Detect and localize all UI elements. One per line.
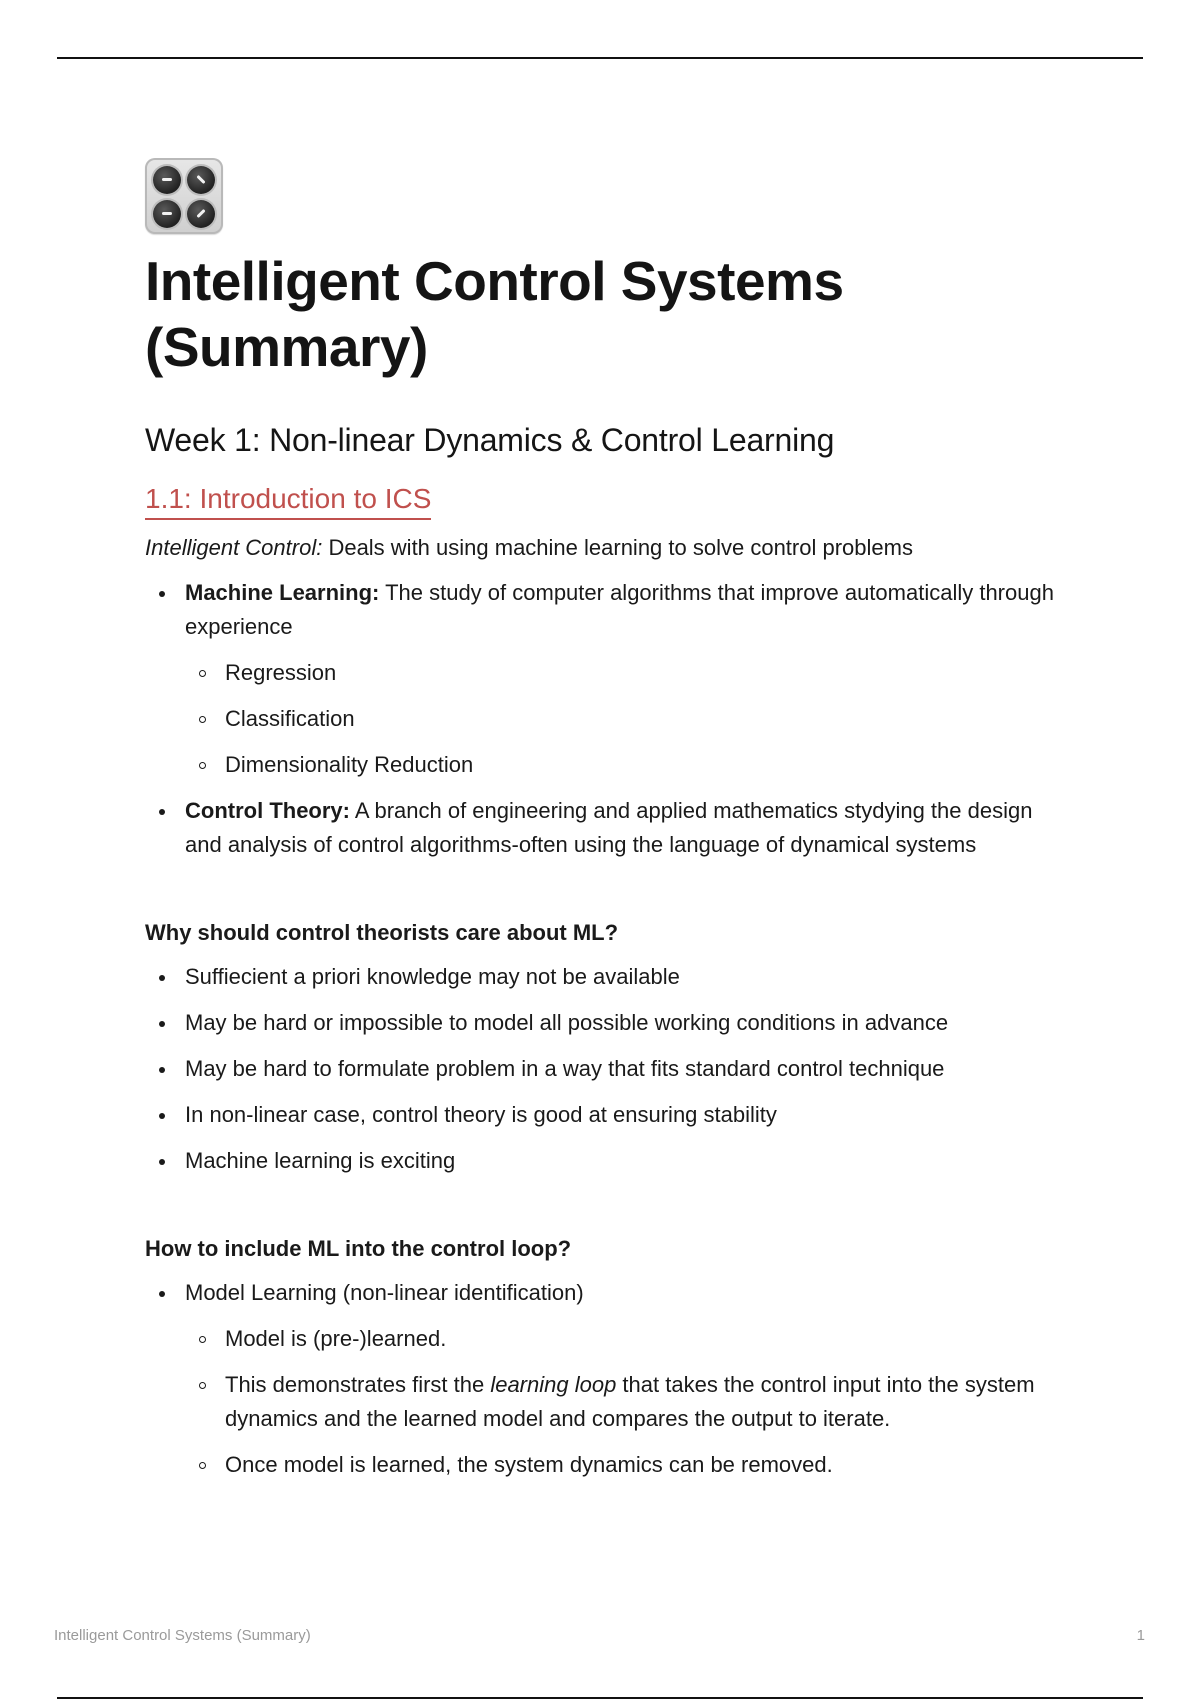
top-rule xyxy=(57,57,1143,59)
list-item: May be hard to formulate problem in a way that fits standard control technique xyxy=(145,1052,1055,1086)
intro-term: Intelligent Control: xyxy=(145,535,323,560)
page-title: Intelligent Control Systems (Summary) xyxy=(145,250,844,378)
list-item: Classification xyxy=(185,702,1055,736)
how-list xyxy=(145,1276,1055,1482)
list-item: Dimensionality Reduction xyxy=(185,748,1055,782)
bottom-rule xyxy=(57,1697,1143,1699)
how-heading: How to include ML into the control loop? xyxy=(145,1236,572,1261)
intro-paragraph xyxy=(145,532,1055,564)
list-item: Model is (pre-)learned. xyxy=(185,1322,1055,1356)
list-item: May be hard or impossible to model all possible working conditions in advance xyxy=(145,1006,1055,1040)
list-item: Suffiecient a priori knowledge may not be available xyxy=(145,960,1055,994)
ml-subtopics-list xyxy=(185,656,1055,782)
why-list xyxy=(145,960,1055,1178)
list-item: Model Learning (non-linear identification) Model is (pre-)learned. This demonstrates first the learning loop that takes the control input into the system dynamics and the learned model and compares the output to iterate. Once model is learned, the system dynamics can be removed. xyxy=(145,1276,1055,1482)
footer-title: Intelligent Control Systems (Summary) xyxy=(54,1627,311,1644)
list-item: In non-linear case, control theory is good at ensuring stability xyxy=(145,1098,1055,1132)
control-knobs-icon xyxy=(145,158,223,234)
page-content xyxy=(145,158,1055,1494)
page-number: 1 xyxy=(1136,1627,1145,1644)
list-item: This demonstrates first the learning loop that takes the control input into the system dynamics and the learned model and compares the output to iterate. xyxy=(185,1368,1055,1436)
list-item: Machine Learning: The study of computer algorithms that improve automatically through experience Regression Classification Dimensionality Reduction xyxy=(145,576,1055,782)
intro-text: Deals with using machine learning to solve control problems xyxy=(322,535,913,560)
list-item: Once model is learned, the system dynamics can be removed. xyxy=(185,1448,1055,1482)
list-item: Regression xyxy=(185,656,1055,690)
why-heading: Why should control theorists care about ML? xyxy=(145,920,619,945)
list-item: Machine learning is exciting xyxy=(145,1144,1055,1178)
definitions-list xyxy=(145,576,1055,862)
list-item: Control Theory: A branch of engineering and applied mathematics stydying the design and analysis of control algorithms-often using the language of dynamical systems xyxy=(145,794,1055,862)
week-heading: Week 1: Non-linear Dynamics & Control Learning xyxy=(145,422,835,458)
how-sublist xyxy=(185,1322,1055,1482)
section-heading: 1.1: Introduction to ICS xyxy=(145,482,431,520)
